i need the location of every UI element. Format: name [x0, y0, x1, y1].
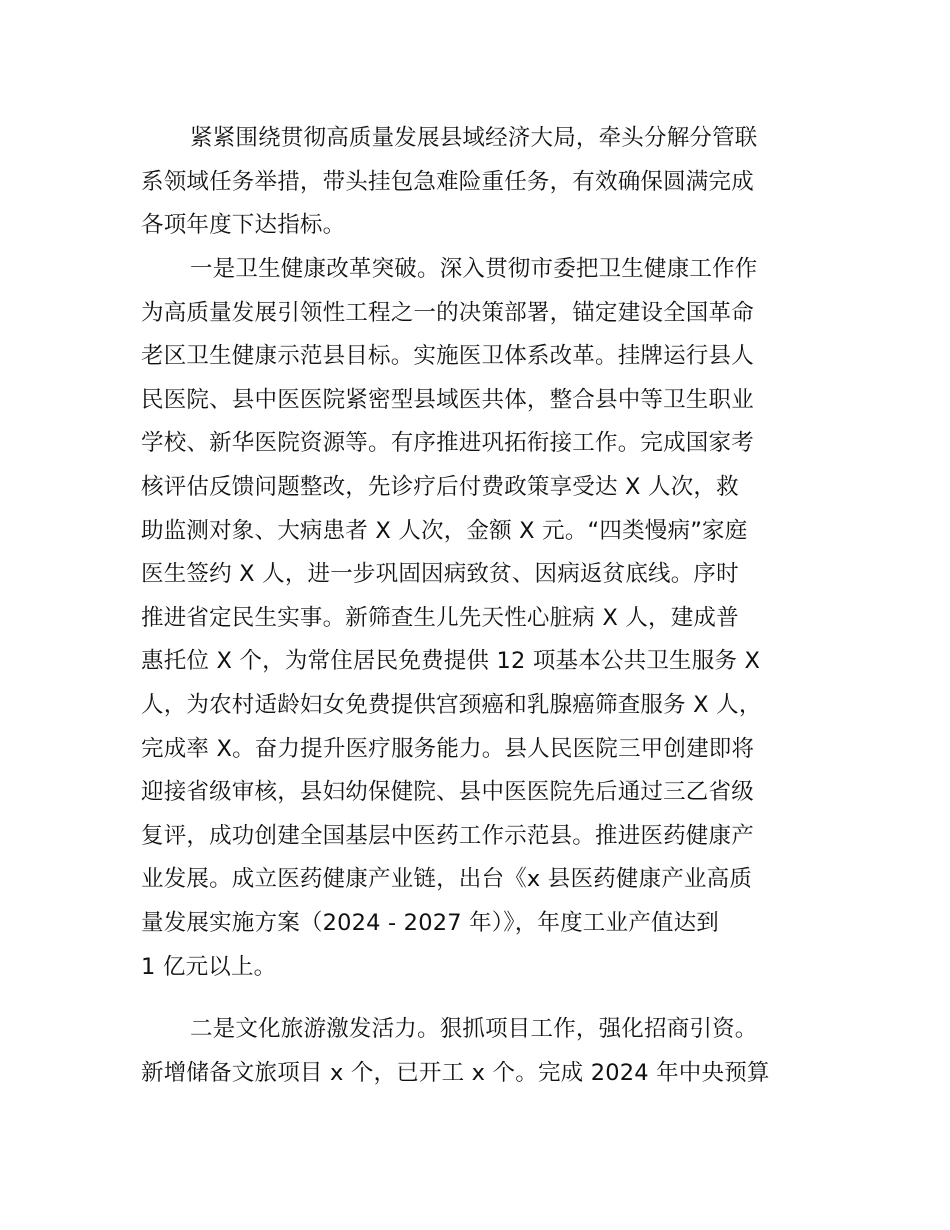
text-line: 人，为农村适龄妇女免费提供宫颈癌和乳腺癌筛查服务 X 人， [141, 691, 762, 718]
text-line: 复评，成功创建全国基层中医药工作示范县。推进医药健康产 [141, 822, 754, 849]
text-line: 惠托位 X 个，为常住居民免费提供 12 项基本公共卫生服务 X [141, 648, 761, 675]
text-line: 系领域任务举措，带头挂包急难险重任务，有效确保圆满完成 [141, 168, 754, 195]
text-line: 完成率 X。奋力提升医疗服务能力。县人民医院三甲创建即将 [141, 735, 755, 762]
text-line: 迎接省级审核，县妇幼保健院、县中医医院先后通过三乙省级 [141, 779, 754, 806]
text-line: 医生签约 X 人，进一步巩固因病致贫、因病返贫底线。序时 [141, 561, 739, 588]
text-line: 推进省定民生实事。新筛查生儿先天性心脏病 X 人，建成普 [141, 604, 739, 631]
text-line: 核评估反馈问题整改，先诊疗后付费政策享受达 X 人次，救 [141, 473, 739, 500]
text-line: 二是文化旅游激发活力。狠抓项目工作，强化招商引资。 [190, 1016, 758, 1042]
text-line: 各项年度下达指标。 [141, 212, 346, 239]
text-line: 新增储备文旅项目 x 个，已开工 x 个。完成 2024 年中央预算 [141, 1059, 770, 1086]
text-line: 一是卫生健康改革突破。深入贯彻市委把卫生健康工作作 [190, 256, 758, 282]
text-line: 民医院、县中医医院紧密型县域医共体，整合县中等卫生职业 [141, 386, 754, 413]
text-line: 助监测对象、大病患者 X 人次，金额 X 元。“四类慢病”家庭 [141, 517, 748, 544]
text-line: 量发展实施方案（2024 - 2027 年）》，年度工业产值达到 [141, 909, 719, 936]
text-line: 1 亿元以上。 [141, 953, 277, 980]
paragraph-health-reform [141, 248, 841, 989]
text-line: 紧紧围绕贯彻高质量发展县域经济大局，牵头分解分管联 [190, 125, 758, 151]
text-line: 业发展。成立医药健康产业链，出台《x 县医药健康产业高质 [141, 866, 753, 893]
text-line: 为高质量发展引领性工程之一的决策部署，锚定建设全国革命 [141, 299, 754, 326]
text-line: 学校、新华医院资源等。有序推进巩拓衔接工作。完成国家考 [141, 430, 754, 457]
paragraph-intro [141, 117, 841, 248]
text-line: 老区卫生健康示范县目标。实施医卫体系改革。挂牌运行县人 [141, 343, 754, 370]
paragraph-culture-tourism [141, 1008, 841, 1095]
